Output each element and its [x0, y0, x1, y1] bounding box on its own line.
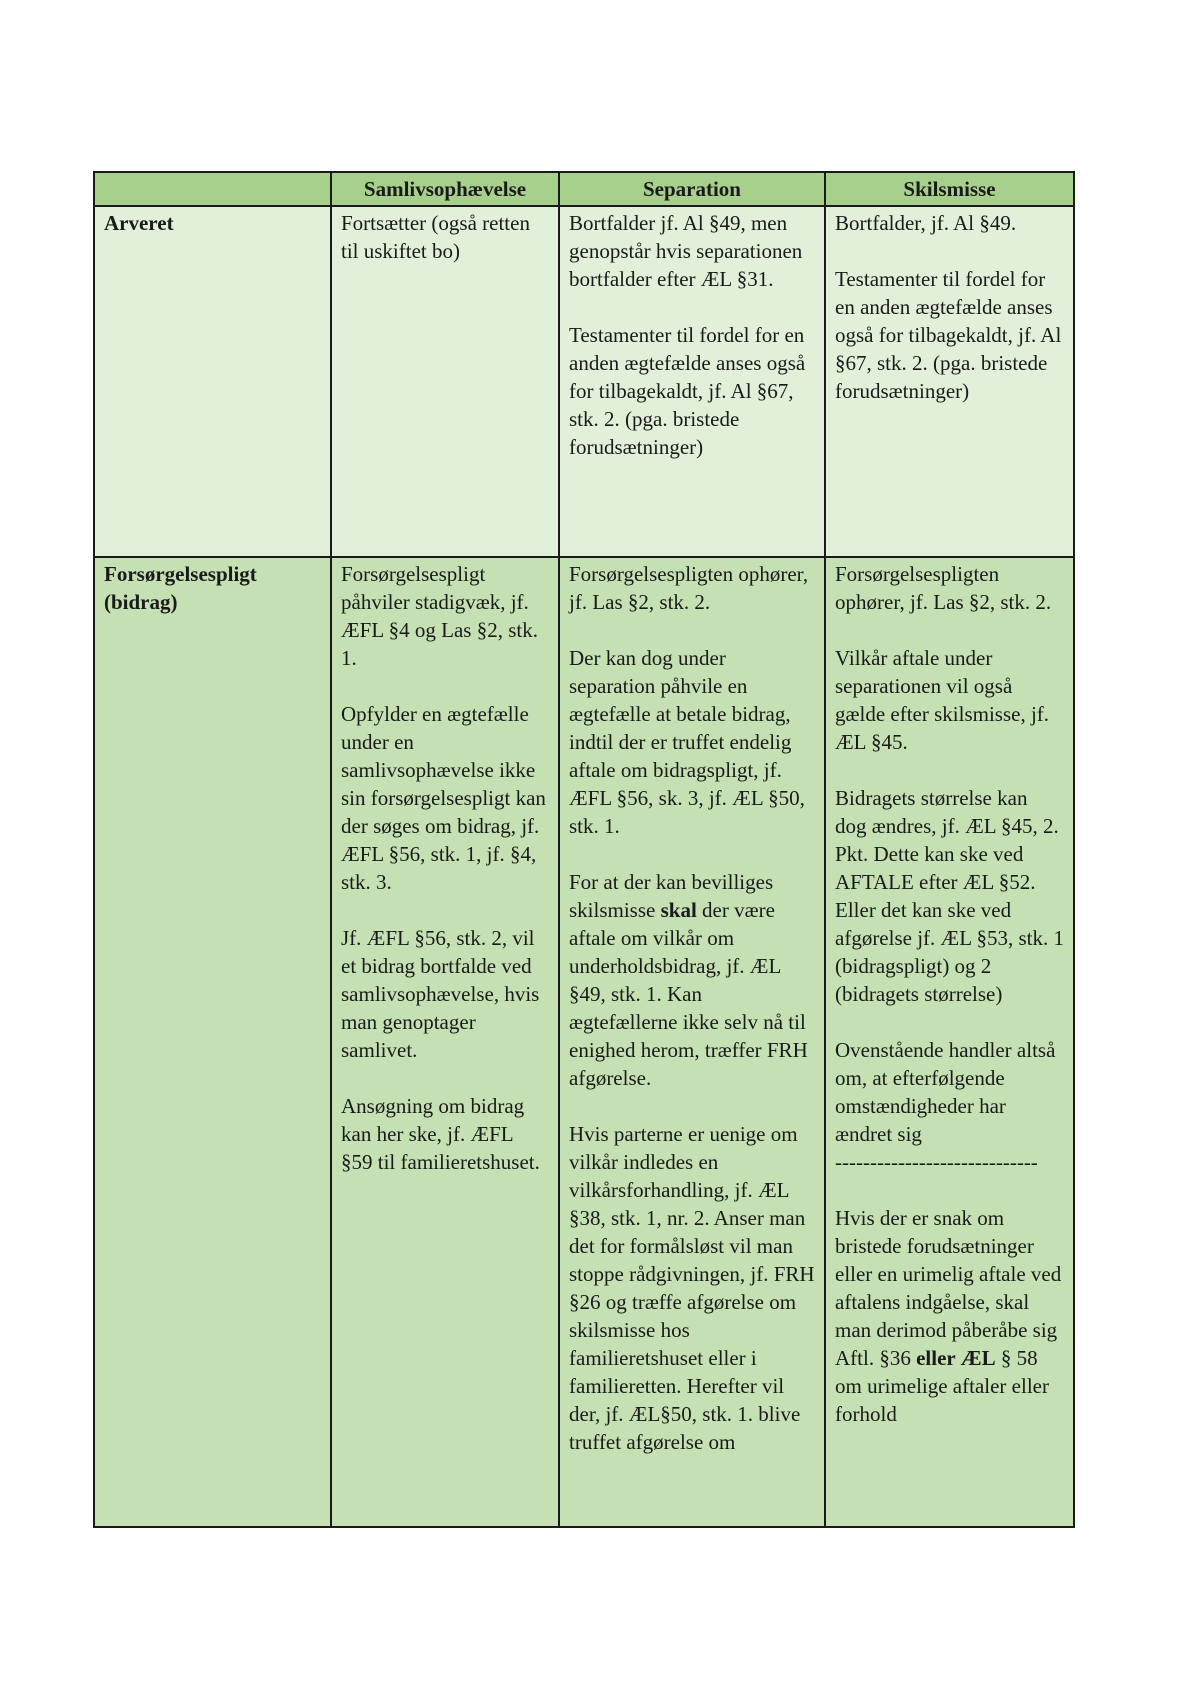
cell-paragraph — [835, 1204, 1064, 1428]
cell-paragraph: Ovenstående handler altså om, at efterfølgende omstændigheder har ændret sig — [835, 1038, 1056, 1147]
cell-paragraph: Forsørgelsespligten ophører, jf. Las §2, stk. 2. — [569, 562, 809, 615]
bold-text-run: skal — [660, 898, 697, 923]
table-row-arveret — [94, 206, 1074, 557]
cell-paragraph: Ansøgning om bidrag kan her ske, jf. ÆFL §59 til familieretshuset. — [341, 1094, 540, 1175]
row-label-arveret: Arveret — [104, 211, 174, 235]
separator-line: ----------------------------- — [835, 1150, 1038, 1175]
cell-paragraph: Testamenter til fordel for en anden ægtefælde anses også for tilbagekaldt, jf. Al §67, stk. 2. (pga. bristede forudsætninger) — [569, 323, 806, 459]
cell-paragraph: Hvis parterne er uenige om vilkår indledes en vilkårsforhandling, jf. ÆL §38, stk. 1, nr. 2. Anser man det for formålsløst vil man stoppe rådgivningen, jf. FRH §26 og træffe afgørelse om skilsmisse hos familieretshuset eller i familieretten. Herefter vil der, jf. ÆL§50, stk. 1. blive truffet afgørelse om — [569, 1122, 815, 1455]
header-cell-separation: Separation — [559, 172, 825, 206]
cell-paragraph: Forsørgelsespligten ophører, jf. Las §2, stk. 2. — [835, 562, 1052, 615]
row-label-bidrag: (bidrag) — [104, 590, 178, 615]
cell-forsorg-separation — [559, 557, 825, 1527]
cell-paragraph: Bidragets størrelse kan dog ændres, jf. ÆL §45, 2. Pkt. Dette kan ske ved AFTALE efter ÆL §52. Eller det kan ske ved afgørelse jf. ÆL §53, stk. 1 (bidragspligt) og 2 (bidragets størrelse) — [835, 786, 1065, 1007]
row-label-cell — [94, 206, 331, 557]
comparison-table — [93, 171, 1075, 1528]
cell-arveret-skilsmisse — [825, 206, 1074, 557]
header-cell-samlivsophaevelse: Samlivsophævelse — [331, 172, 559, 206]
header-cell-empty — [94, 172, 331, 206]
cell-paragraph: Bortfalder, jf. Al §49. — [835, 211, 1017, 235]
cell-paragraph: Testamenter til fordel for en anden ægtefælde anses også for tilbagekaldt, jf. Al §67, stk. 2. (pga. bristede forudsætninger) — [835, 267, 1062, 403]
bold-text-run: eller ÆL — [916, 1346, 996, 1371]
cell-paragraph: Jf. ÆFL §56, stk. 2, vil et bidrag bortfalde ved samlivsophævelse, hvis man genoptager samlivet. — [341, 926, 540, 1063]
text-run: der være aftale om vilkår om underholdsbidrag, jf. ÆL §49, stk. 1. Kan ægtefællerne ikke selv nå til enighed herom, træffer FRH afgørelse. — [569, 898, 808, 1091]
cell-paragraph: Vilkår aftale under separationen vil også gælde efter skilsmisse, jf. ÆL §45. — [835, 646, 1050, 755]
cell-arveret-separation — [559, 206, 825, 557]
row-label-cell — [94, 557, 331, 1527]
cell-paragraph: Bortfalder jf. Al §49, men genopstår hvis separationen bortfalder efter ÆL §31. — [569, 211, 803, 291]
cell-arveret-samlivsophaevelse — [331, 206, 559, 557]
text-run: For at der kan bevilliges skilsmisse — [569, 870, 774, 923]
cell-forsorg-skilsmisse — [825, 557, 1074, 1527]
cell-paragraph — [569, 868, 815, 1092]
header-row — [94, 172, 1074, 206]
row-label-forsorgelsespligt: Forsørgelsespligt — [104, 562, 257, 587]
cell-paragraph: Opfylder en ægtefælle under en samlivsophævelse ikke sin forsørgelsespligt kan der søges om bidrag, jf. ÆFL §56, stk. 1, jf. §4, stk. 3. — [341, 702, 546, 895]
header-cell-skilsmisse: Skilsmisse — [825, 172, 1074, 206]
cell-paragraph: Fortsætter (også retten til uskiftet bo) — [341, 211, 530, 263]
cell-forsorg-samlivsophaevelse — [331, 557, 559, 1527]
text-run: Hvis der er snak om bristede forudsætninger eller en urimelig aftale ved aftalens indgåelse, skal man derimod påberåbe sig Aftl. §36 — [835, 1206, 1062, 1371]
cell-paragraph: Forsørgelsespligt påhviler stadigvæk, jf. ÆFL §4 og Las §2, stk. 1. — [341, 562, 538, 671]
text-run: § 58 om urimelige aftaler eller forhold — [835, 1346, 1049, 1427]
table-row-forsorgelsespligt — [94, 557, 1074, 1527]
cell-paragraph: Der kan dog under separation påhvile en ægtefælle at betale bidrag, indtil der er truffet endelig aftale om bidragspligt, jf. ÆFL §56, sk. 3, jf. ÆL §50, stk. 1. — [569, 646, 805, 839]
